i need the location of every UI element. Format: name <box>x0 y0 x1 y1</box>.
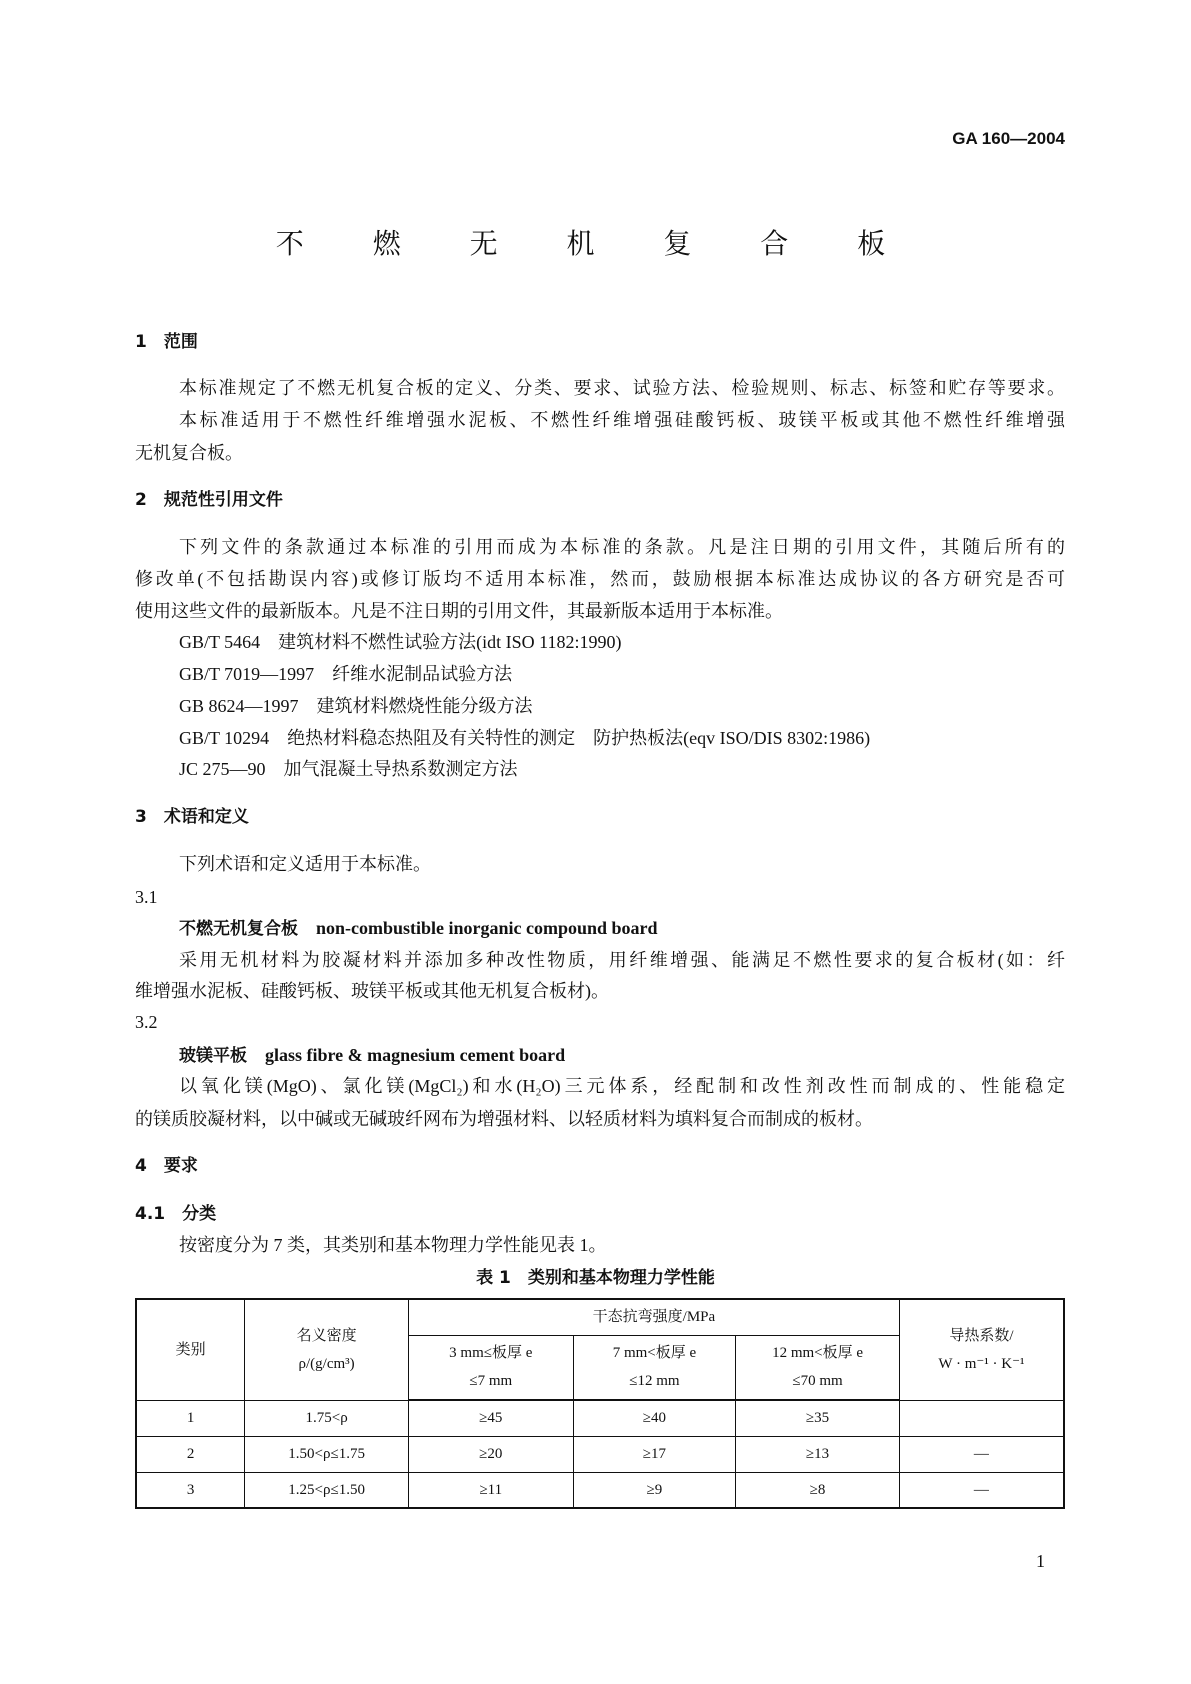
header-strength: 干态抗弯强度/MPa <box>408 1299 899 1335</box>
paragraph-line: 本标准适用于不燃性纤维增强水泥板、不燃性纤维增强硅酸钙板、玻镁平板或其他不燃性纤维增强 <box>179 410 1065 430</box>
header-text: 12 mm<板厚 e <box>772 1345 864 1362</box>
header-density-label: 名义密度 <box>296 1327 357 1344</box>
clause-number: 3.2 <box>135 1012 158 1032</box>
paragraph-line: 修改单(不包括勘误内容)或修订版均不适用本标准，然而，鼓励根据本标准达成协议的各方研究是否可 <box>135 569 1065 589</box>
term-cn: 玻镁平板 <box>179 1046 247 1066</box>
term <box>179 1043 565 1068</box>
term <box>179 916 658 941</box>
paragraph-line: 下列文件的条款通过本标准的引用而成为本标准的条款。凡是注日期的引用文件，其随后所有的 <box>179 537 1065 557</box>
paragraph-line: 按密度分为 7 类，其类别和基本物理力学性能见表 1。 <box>179 1235 607 1255</box>
table-cell: ≥40 <box>573 1400 736 1436</box>
section-heading: 2 规范性引用文件 <box>135 490 283 510</box>
table-cell: ≥8 <box>736 1472 900 1508</box>
reference-item: JC 275—90 加气混凝土导热系数测定方法 <box>179 759 518 779</box>
header-text: 3 mm≤板厚 e <box>449 1345 533 1362</box>
table-row <box>136 1436 1064 1472</box>
table-row <box>136 1400 1064 1436</box>
table-cell: ≥45 <box>408 1400 573 1436</box>
page-title: 不 燃 无 机 复 合 板 <box>275 227 916 260</box>
table-cell: 1 <box>136 1400 245 1436</box>
header-text: ≤7 mm <box>469 1373 513 1390</box>
reference-item: GB/T 10294 绝热材料稳态热阻及有关特性的测定 防护热板法(eqv ISO/DIS 8302:1986) <box>179 728 871 748</box>
header-class: 类别 <box>136 1299 245 1400</box>
table-cell: ≥35 <box>736 1400 900 1436</box>
table-cell: 1.75<ρ <box>245 1400 409 1436</box>
term-en: non-combustible inorganic compound board <box>316 918 658 938</box>
properties-table <box>135 1298 1065 1509</box>
header-conductivity <box>899 1299 1064 1400</box>
section-heading: 4 要求 <box>135 1156 198 1176</box>
table-caption: 表 1 类别和基本物理力学性能 <box>476 1268 715 1288</box>
header-text: ≤70 mm <box>792 1373 843 1390</box>
header-thickness-2 <box>573 1335 736 1400</box>
clause-number: 3.1 <box>135 887 158 907</box>
header-thickness-3 <box>736 1335 900 1400</box>
paragraph-line: 下列术语和定义适用于本标准。 <box>179 854 431 874</box>
paragraph-line: 采用无机材料为胶凝材料并添加多种改性物质，用纤维增强、能满足不燃性要求的复合板材(如：纤 <box>179 950 1065 970</box>
table-cell: ≥9 <box>573 1472 736 1508</box>
reference-item: GB/T 5464 建筑材料不燃性试验方法(idt ISO 1182:1990) <box>179 632 622 652</box>
header-conductivity-unit: W · m⁻¹ · K⁻¹ <box>938 1355 1025 1372</box>
header-text: ≤12 mm <box>629 1373 680 1390</box>
table-cell: ≥17 <box>573 1436 736 1472</box>
header-text: 7 mm<板厚 e <box>612 1345 697 1362</box>
reference-item: GB 8624—1997 建筑材料燃烧性能分级方法 <box>179 696 533 716</box>
table-cell: 1.50<ρ≤1.75 <box>245 1436 409 1472</box>
table-cell: 1.25<ρ≤1.50 <box>245 1472 409 1508</box>
subsection-heading: 4.1 分类 <box>135 1204 217 1224</box>
paragraph-line: 以氧化镁(MgO)、氯化镁(MgCl₂)和水(H₂O)三元体系，经配制和改性剂改性而制成的、性能稳定 <box>179 1076 1065 1096</box>
table-cell: 3 <box>136 1472 245 1508</box>
standard-code: GA 160—2004 <box>952 129 1065 148</box>
header-conductivity-label: 导热系数/ <box>949 1327 1014 1344</box>
table-cell: ≥13 <box>736 1436 900 1472</box>
table-cell: ≥20 <box>408 1436 573 1472</box>
header-density-unit: ρ/(g/cm³) <box>298 1355 355 1372</box>
table-cell: 2 <box>136 1436 245 1472</box>
paragraph-line: 维增强水泥板、硅酸钙板、玻镁平板或其他无机复合板材)。 <box>135 981 609 1001</box>
paragraph-line: 使用这些文件的最新版本。凡是不注日期的引用文件，其最新版本适用于本标准。 <box>135 601 783 621</box>
section-heading: 1 范围 <box>135 332 198 352</box>
paragraph-line: 无机复合板。 <box>135 443 243 463</box>
section-heading: 3 术语和定义 <box>135 807 249 827</box>
header-thickness-1 <box>408 1335 573 1400</box>
page-number: 1 <box>1036 1551 1045 1571</box>
table-cell: — <box>899 1472 1064 1508</box>
table-cell: — <box>899 1436 1064 1472</box>
term-en: glass fibre & magnesium cement board <box>265 1045 566 1065</box>
term-cn: 不燃无机复合板 <box>179 919 298 939</box>
table-cell <box>899 1400 1064 1436</box>
header-density <box>245 1299 409 1400</box>
paragraph-line: 的镁质胶凝材料，以中碱或无碱玻纤网布为增强材料、以轻质材料为填料复合而制成的板材。 <box>135 1109 873 1129</box>
table-cell: ≥11 <box>408 1472 573 1508</box>
reference-item: GB/T 7019—1997 纤维水泥制品试验方法 <box>179 664 513 684</box>
table-row <box>136 1472 1064 1508</box>
paragraph-line: 本标准规定了不燃无机复合板的定义、分类、要求、试验方法、检验规则、标志、标签和贮存等要求。 <box>179 378 1065 398</box>
